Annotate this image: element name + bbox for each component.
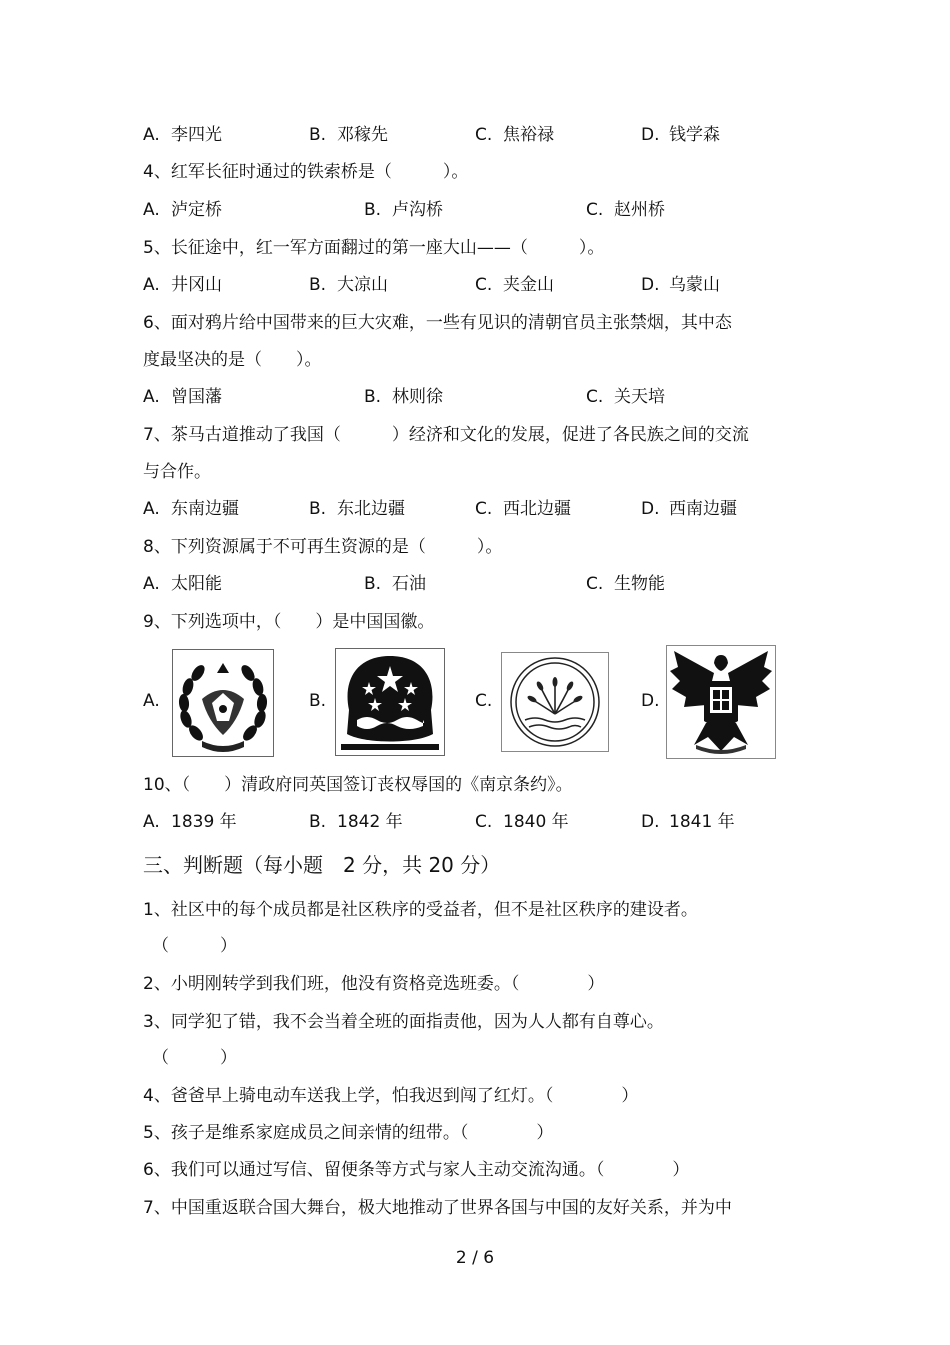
- option-b[interactable]: B. 卢沟桥: [364, 200, 443, 220]
- option-b[interactable]: B. 东北边疆: [309, 499, 405, 519]
- option-c[interactable]: C. 夹金山: [475, 275, 554, 295]
- question-9-stem: 9、下列选项中，（ ）是中国国徽。: [143, 612, 435, 632]
- garuda-eagle-emblem-icon: [666, 645, 776, 759]
- option-d[interactable]: D. 乌蒙山: [641, 275, 720, 295]
- option-b[interactable]: B. 邓稼先: [309, 125, 388, 145]
- option-b[interactable]: B. 石油: [364, 574, 426, 594]
- judge-5-line1: 5、孩子是维系家庭成员之间亲情的纽带。（ ）: [143, 1123, 554, 1143]
- option-a[interactable]: A. 东南边疆: [143, 499, 239, 519]
- judge-3-line1: 3、同学犯了错，我不会当着全班的面指责他，因为人人都有自尊心。: [143, 1012, 664, 1032]
- judge-1-line1: 1、社区中的每个成员都是社区秩序的受益者，但不是社区秩序的建设者。: [143, 900, 698, 920]
- judge-3-answer-blank[interactable]: （ ）: [152, 1048, 237, 1068]
- q4-options: [143, 199, 783, 223]
- question-8-stem: 8、下列资源属于不可再生资源的是（ ）。: [143, 537, 503, 557]
- q5-options: [143, 274, 783, 298]
- q8-options: [143, 573, 783, 597]
- china-national-emblem-icon: [335, 648, 445, 756]
- section-3-title: 三、判断题（每小题 2 分，共 20 分）: [143, 853, 501, 877]
- judge-4-line1: 4、爸爸早上骑电动车送我上学，怕我迟到闯了红灯。（ ）: [143, 1086, 639, 1106]
- option-a[interactable]: A. 1839 年: [143, 812, 237, 832]
- question-5-stem: 5、长征途中，红一军方面翻过的第一座大山——（ ）。: [143, 238, 605, 258]
- option-c[interactable]: C. 生物能: [586, 574, 665, 594]
- question-7-stem-line2: 与合作。: [143, 462, 211, 482]
- question-10-stem: 10、（ ）清政府同英国签订丧权辱国的《南京条约》。: [143, 775, 573, 795]
- circular-seal-emblem-icon: [501, 652, 609, 752]
- q10-options: [143, 811, 783, 835]
- judge-7-line1: 7、中国重返联合国大舞台，极大地推动了世界各国与中国的友好关系，并为中: [143, 1198, 732, 1218]
- question-6-stem-line1: 6、面对鸦片给中国带来的巨大灾难，一些有见识的清朝官员主张禁烟，其中态: [143, 313, 732, 333]
- option-b[interactable]: B. 林则徐: [364, 387, 443, 407]
- option-c[interactable]: C. 焦裕禄: [475, 125, 554, 145]
- option-c[interactable]: C. 1840 年: [475, 812, 569, 832]
- option-c[interactable]: C.: [475, 643, 625, 761]
- q7-options: [143, 498, 783, 522]
- q6-options: [143, 386, 783, 410]
- option-a[interactable]: A. 泸定桥: [143, 200, 222, 220]
- wreath-eagle-emblem-icon: [172, 649, 274, 757]
- question-7-stem-line1: 7、茶马古道推动了我国（ ）经济和文化的发展，促进了各民族之间的交流: [143, 425, 749, 445]
- option-c[interactable]: C. 西北边疆: [475, 499, 571, 519]
- option-b[interactable]: B. 大凉山: [309, 275, 388, 295]
- q9-emblem-options: [143, 643, 793, 761]
- page-number: 2 / 6: [455, 1248, 495, 1268]
- q3-options: [143, 124, 783, 148]
- option-d[interactable]: D.: [641, 643, 791, 761]
- option-d[interactable]: D. 1841 年: [641, 812, 735, 832]
- option-a[interactable]: A. 李四光: [143, 125, 222, 145]
- judge-2-line1: 2、小明刚转学到我们班，他没有资格竞选班委。（ ）: [143, 974, 605, 994]
- judge-1-answer-blank[interactable]: （ ）: [152, 936, 237, 956]
- option-a[interactable]: A.: [143, 643, 278, 761]
- question-6-stem-line2: 度最坚决的是（ ）。: [143, 350, 322, 370]
- option-d[interactable]: D. 钱学森: [641, 125, 720, 145]
- option-d[interactable]: D. 西南边疆: [641, 499, 737, 519]
- option-c[interactable]: C. 关天培: [586, 387, 665, 407]
- judge-6-line1: 6、我们可以通过写信、留便条等方式与家人主动交流沟通。（ ）: [143, 1160, 690, 1180]
- option-a[interactable]: A. 太阳能: [143, 574, 222, 594]
- option-a[interactable]: A. 曾国藩: [143, 387, 222, 407]
- option-b[interactable]: B. 1842 年: [309, 812, 403, 832]
- option-b[interactable]: B.: [309, 643, 459, 761]
- option-c[interactable]: C. 赵州桥: [586, 200, 665, 220]
- question-4-stem: 4、红军长征时通过的铁索桥是（ ）。: [143, 162, 469, 182]
- option-a[interactable]: A. 井冈山: [143, 275, 222, 295]
